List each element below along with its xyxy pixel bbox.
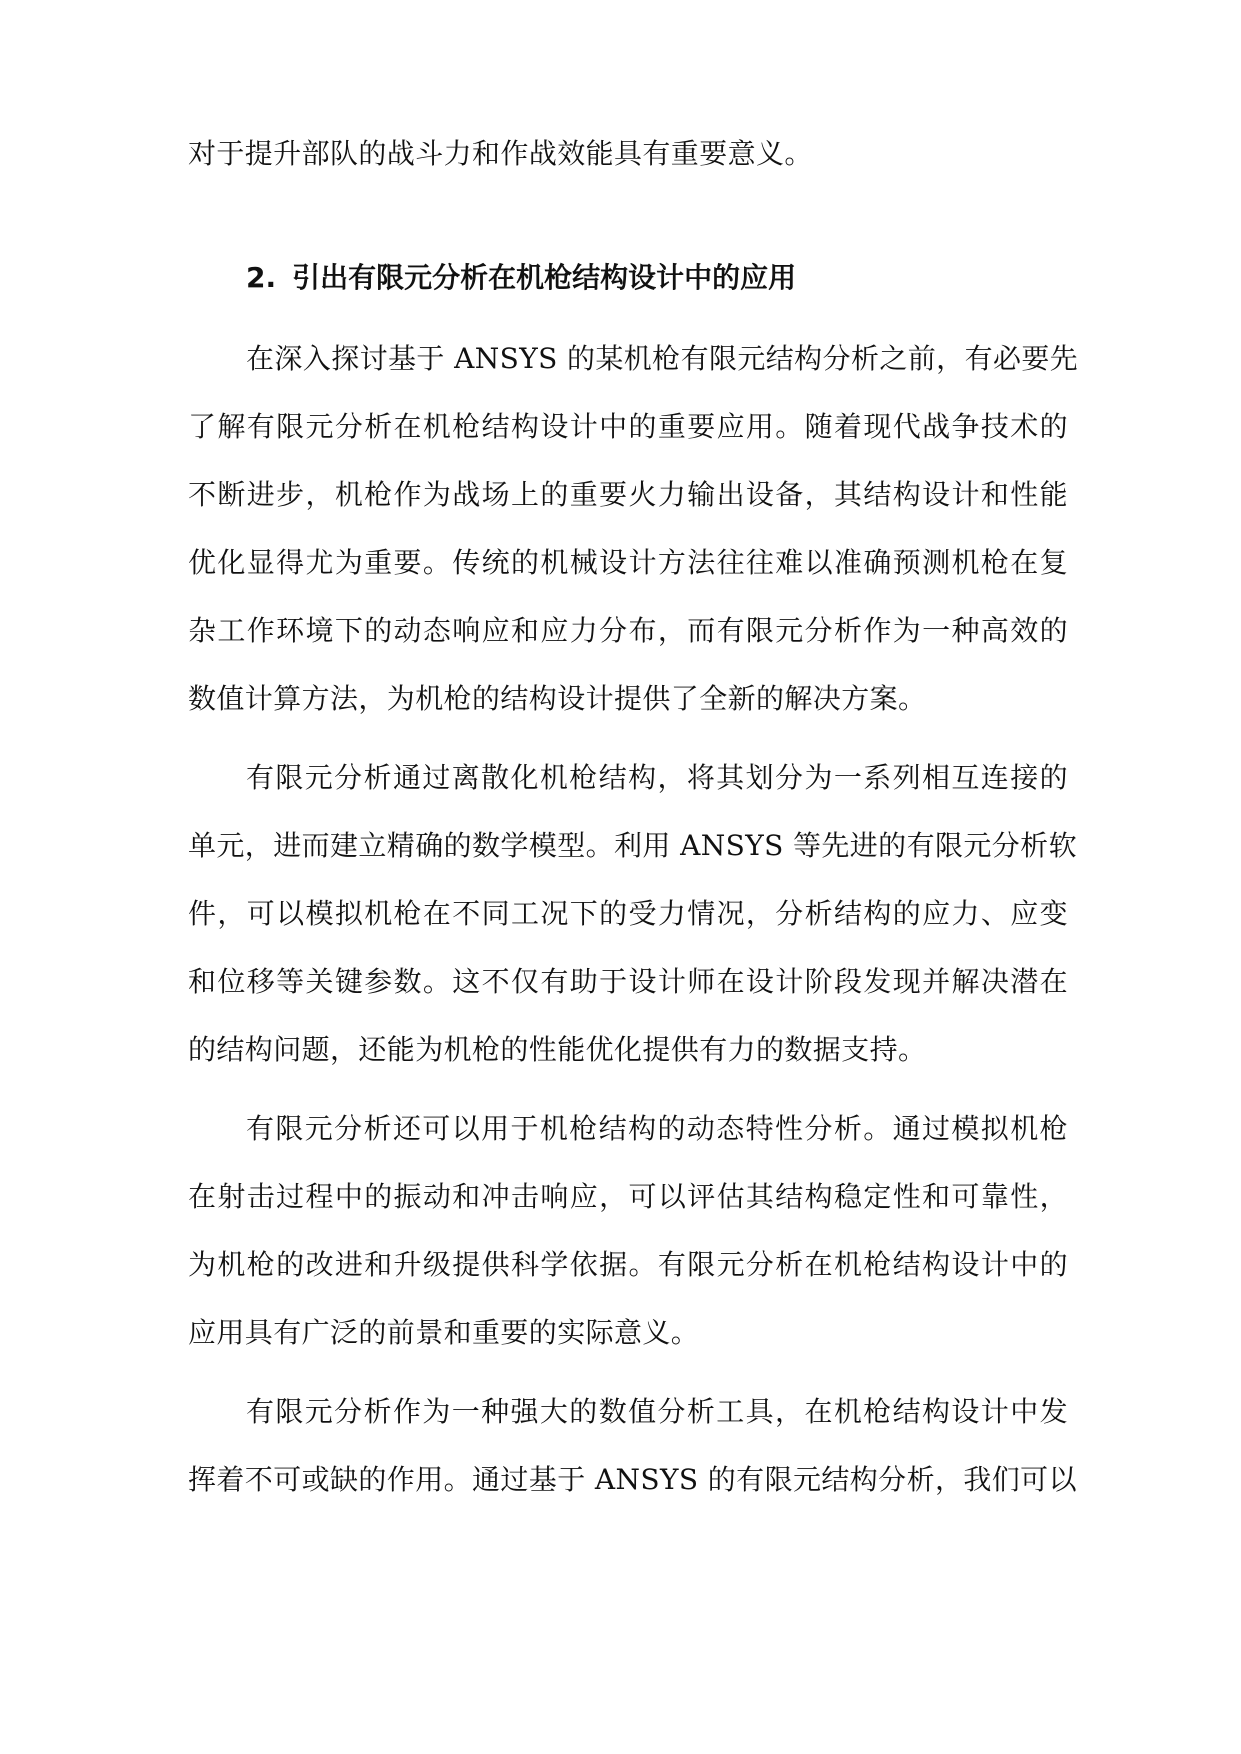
paragraph-1-line-2: 了解有限元分析在机枪结构设计中的重要应用。随着现代战争技术的 xyxy=(188,410,1068,443)
section-number: 2. xyxy=(246,261,277,294)
section-title: 引出有限元分析在机枪结构设计中的应用 xyxy=(292,261,797,294)
paragraph-1-line-5: 杂工作环境下的动态响应和应力分布，而有限元分析作为一种高效的 xyxy=(188,614,1068,647)
section-heading xyxy=(246,258,796,298)
paragraph-1-line-6: 数值计算方法，为机枪的结构设计提供了全新的解决方案。 xyxy=(188,682,927,715)
paragraph-3-line-4: 应用具有广泛的前景和重要的实际意义。 xyxy=(188,1316,700,1349)
paragraph-2-line-1: 有限元分析通过离散化机枪结构，将其划分为一系列相互连接的 xyxy=(246,761,1068,794)
paragraph-1-line-3: 不断进步，机枪作为战场上的重要火力输出设备，其结构设计和性能 xyxy=(188,478,1068,511)
paragraph-2-line-3: 件，可以模拟机枪在不同工况下的受力情况，分析结构的应力、应变 xyxy=(188,897,1068,930)
paragraph-1-line-4: 优化显得尤为重要。传统的机械设计方法往往难以准确预测机枪在复 xyxy=(188,546,1068,579)
paragraph-3-line-3: 为机枪的改进和升级提供科学依据。有限元分析在机枪结构设计中的 xyxy=(188,1248,1068,1281)
paragraph-4-line-1: 有限元分析作为一种强大的数值分析工具，在机枪结构设计中发 xyxy=(246,1395,1068,1428)
paragraph-1-line-1: 在深入探讨基于 ANSYS 的某机枪有限元结构分析之前，有必要先 xyxy=(246,342,1079,375)
paragraph-3-line-2: 在射击过程中的振动和冲击响应，可以评估其结构稳定性和可靠性， xyxy=(188,1180,1068,1213)
paragraph-continuation-line: 对于提升部队的战斗力和作战效能具有重要意义。 xyxy=(188,137,813,170)
paragraph-2-line-4: 和位移等关键参数。这不仅有助于设计师在设计阶段发现并解决潜在 xyxy=(188,965,1068,998)
paragraph-2-line-5: 的结构问题，还能为机枪的性能优化提供有力的数据支持。 xyxy=(188,1033,927,1066)
paragraph-4-line-2: 挥着不可或缺的作用。通过基于 ANSYS 的有限元结构分析，我们可以 xyxy=(188,1463,1077,1496)
paragraph-3-line-1: 有限元分析还可以用于机枪结构的动态特性分析。通过模拟机枪 xyxy=(246,1112,1068,1145)
paragraph-2-line-2: 单元，进而建立精确的数学模型。利用 ANSYS 等先进的有限元分析软 xyxy=(188,829,1077,862)
